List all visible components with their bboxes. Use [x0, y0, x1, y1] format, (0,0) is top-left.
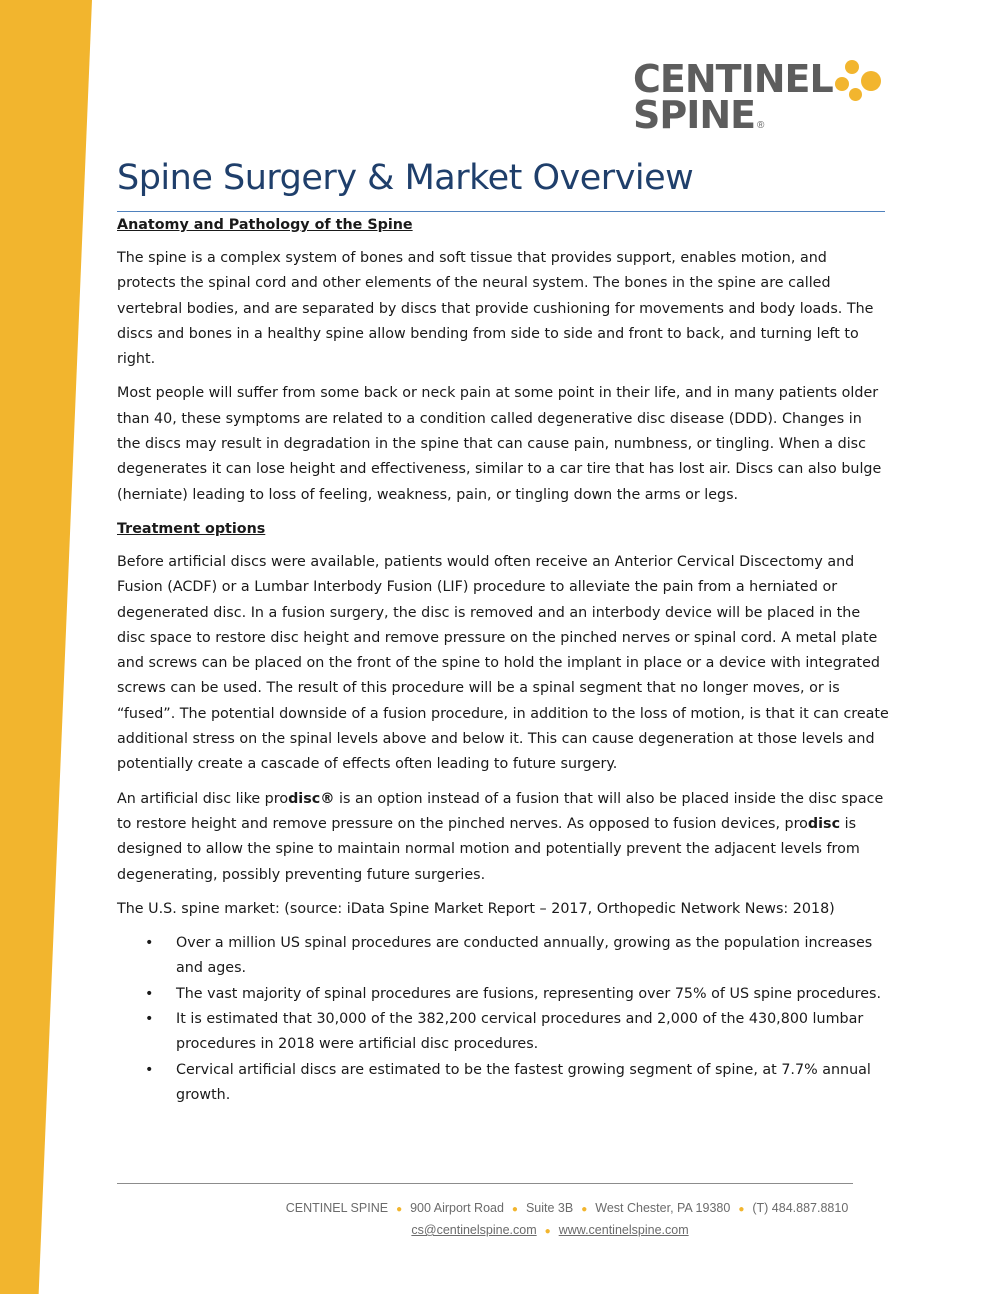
bullet-icon: •	[145, 935, 154, 952]
separator-dot-icon: ●	[396, 1204, 403, 1215]
list-item	[117, 1058, 889, 1109]
centinel-spine-logo	[633, 57, 893, 137]
list-item	[117, 982, 889, 1007]
anatomy-paragraph-2: Most people will suffer from some back or neck pain at some point in their life, and in many patients older than 40, these symptoms are related to a condition called degenerative disc disease (DDD). Changes in the discs may result in degradation in the spine that can cause pain, numbness, or tingling. When a disc degenerates it can lose height and effectiveness, similar to a car tire that has lost air. Discs can also bulge (herniate) leading to loss of feeling, weakness, pain, or tingling down the arms or legs.	[117, 385, 882, 503]
list-item-text: Cervical artificial discs are estimated to be the fastest growing segment of spine, at 7.7% annual growth.	[176, 1061, 871, 1103]
logo-dot-icon	[835, 77, 849, 91]
footer	[117, 1198, 977, 1242]
market-bullet-list	[117, 931, 889, 1108]
separator-dot-icon: ●	[738, 1204, 745, 1215]
separator-dot-icon: ●	[544, 1226, 551, 1237]
product-name-bold: disc	[807, 815, 841, 832]
anatomy-paragraph-1: The spine is a complex system of bones and soft tissue that provides support, enables motion, and protects the spinal cord and other elements of the neural system. The bones in the spine are called vertebral bodies, and are separated by discs that provide cushioning for movements and body loads. The discs and bones in a healthy spine allow bending from side to side and front to back, and turning left to right.	[117, 250, 874, 368]
product-name-bold: disc	[288, 790, 321, 807]
footer-city: West Chester, PA 19380	[595, 1201, 731, 1215]
treatment-heading: Treatment options	[117, 520, 266, 537]
yellow-side-band	[0, 0, 92, 1294]
separator-dot-icon: ●	[511, 1204, 518, 1215]
logo-registered-mark: ®	[757, 120, 765, 131]
bullet-icon: •	[145, 1011, 154, 1028]
anatomy-heading: Anatomy and Pathology of the Spine	[117, 217, 413, 233]
separator-dot-icon: ●	[581, 1204, 588, 1215]
title-divider	[117, 211, 885, 212]
footer-website-link[interactable]: www.centinelspine.com	[558, 1223, 689, 1237]
logo-dot-icon	[849, 88, 862, 101]
page-title: Spine Surgery & Market Overview	[117, 158, 694, 198]
list-item-text: It is estimated that 30,000 of the 382,200 cervical procedures and 2,000 of the 430,800 lumbar procedures in 2018 were artificial disc procedures.	[176, 1011, 864, 1053]
text-run: is an option instead of a fusion that will also be placed inside the disc space to restore height and remove pressure on the pinched nerves. As opposed to fusion devices, pro	[117, 790, 884, 832]
footer-phone: (T) 484.887.8810	[752, 1201, 849, 1215]
registered-mark: ®	[320, 790, 335, 807]
list-item	[117, 1007, 889, 1058]
logo-dot-icon	[861, 71, 881, 91]
footer-address: 900 Airport Road	[410, 1201, 504, 1215]
list-item-text: Over a million US spinal procedures are conducted annually, growing as the population increases and ages.	[176, 935, 873, 977]
footer-divider	[117, 1183, 853, 1184]
treatment-paragraph-2	[117, 787, 889, 888]
bullet-icon: •	[145, 985, 154, 1002]
text-run: An artificial disc like pro	[117, 790, 289, 807]
market-intro: The U.S. spine market: (source: iData Spine Market Report – 2017, Orthopedic Network News: 2018)	[117, 900, 835, 917]
list-item	[117, 931, 889, 982]
footer-address-line	[117, 1198, 977, 1220]
treatment-paragraph-1: Before artificial discs were available, patients would often receive an Anterior Cervical Discectomy and Fusion (ACDF) or a Lumbar Interbody Fusion (LIF) procedure to alleviate the pain from a herniated or degenerated disc. In a fusion surgery, the disc is removed and an interbody device will be placed in the disc space to restore disc height and remove pressure on the pinched nerves or spinal cord. A metal plate and screws can be placed on the front of the spine to hold the implant in place or a device with integrated screws can be used. The result of this procedure will be a spinal segment that no longer moves, or is “fused”. The potential downside of a fusion procedure, in addition to the loss of motion, is that it can create additional stress on the spinal levels above and below it. This can cause degeneration at those levels and potentially create a cascade of effects often leading to future surgery.	[117, 553, 889, 773]
footer-email-link[interactable]: cs@centinelspine.com	[411, 1223, 537, 1237]
logo-word-centinel: CENTINEL	[633, 57, 833, 101]
footer-contact-line	[117, 1220, 977, 1242]
list-item-text: The vast majority of spinal procedures are fusions, representing over 75% of US spine procedures.	[176, 985, 881, 1002]
document-body	[117, 213, 889, 1108]
logo-word-spine: SPINE	[633, 93, 756, 137]
text-run: is designed to allow the spine to maintain normal motion and potentially prevent the adjacent levels from degenerating, possibly preventing future surgeries.	[117, 815, 860, 883]
footer-suite: Suite 3B	[525, 1201, 574, 1215]
bullet-icon: •	[145, 1061, 154, 1078]
footer-company: CENTINEL SPINE	[285, 1201, 389, 1215]
logo-dot-icon	[845, 60, 859, 74]
